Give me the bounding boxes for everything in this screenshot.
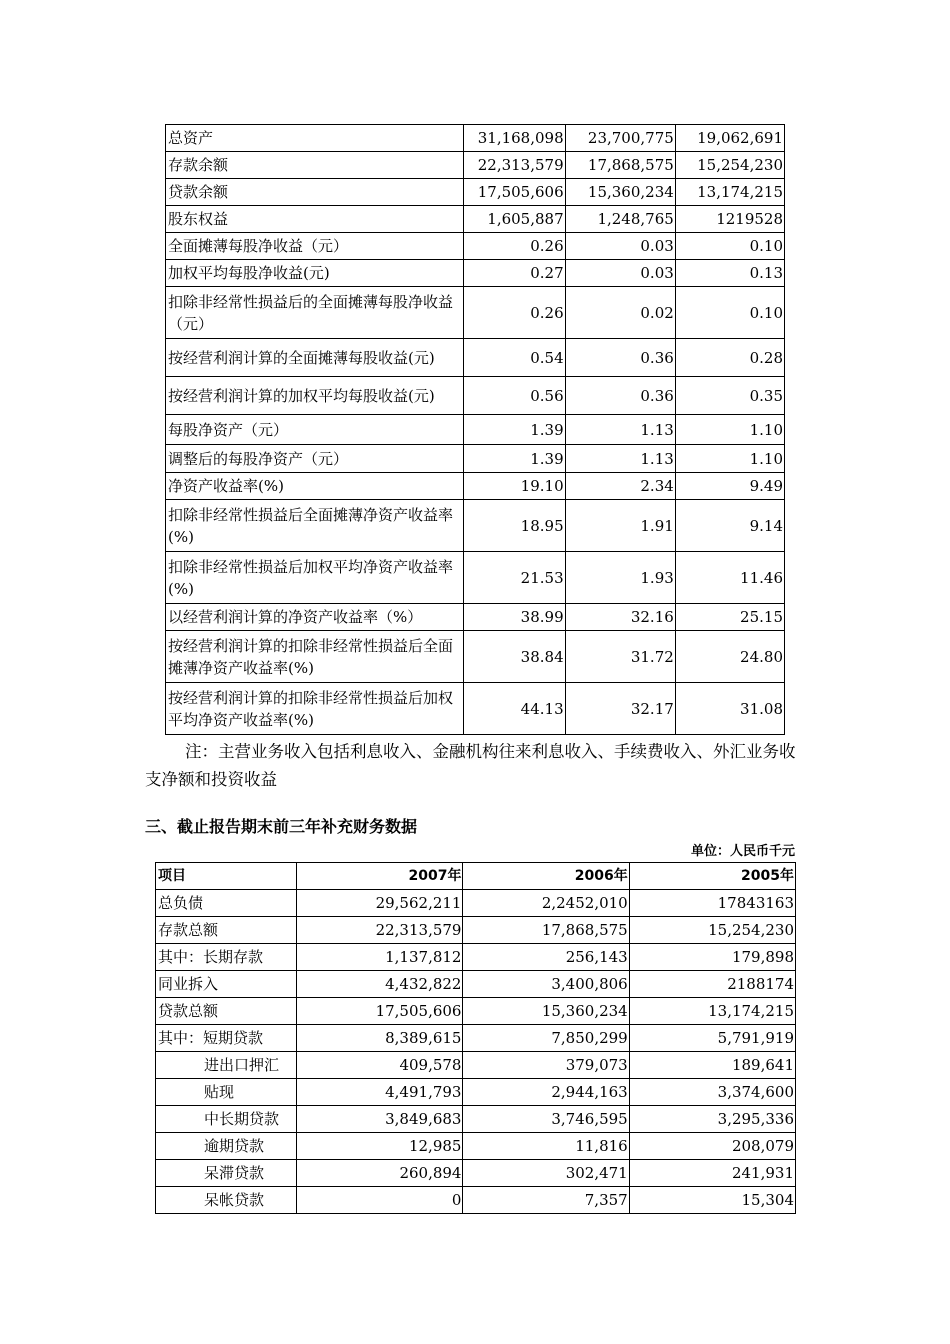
row-label: 贷款余额 (166, 179, 464, 206)
row-label: 其中：短期贷款 (156, 1025, 297, 1052)
value-2005: 1219528 (675, 206, 784, 233)
value-2007: 4,491,793 (297, 1079, 463, 1106)
value-2006: 0.36 (565, 377, 675, 415)
row-label: 加权平均每股净收益(元) (166, 260, 464, 287)
row-label: 按经营利润计算的扣除非经常性损益后加权平均净资产收益率(%) (166, 683, 464, 735)
value-2005: 24.80 (675, 631, 784, 683)
value-2006: 2,944,163 (463, 1079, 629, 1106)
value-2006: 15,360,234 (565, 179, 675, 206)
value-2007: 44.13 (464, 683, 565, 735)
value-2005: 189,641 (629, 1052, 795, 1079)
value-2006: 11,816 (463, 1133, 629, 1160)
value-2006: 32.17 (565, 683, 675, 735)
value-2006: 2.34 (565, 473, 675, 500)
row-label: 中长期贷款 (156, 1106, 297, 1133)
value-2007: 38.99 (464, 604, 565, 631)
table-row (166, 206, 785, 233)
table-row (166, 604, 785, 631)
table-row (156, 1187, 796, 1214)
supplementary-financial-body (156, 863, 796, 1214)
table-row (166, 260, 785, 287)
value-2005: 5,791,919 (629, 1025, 795, 1052)
row-label: 呆滞贷款 (156, 1160, 297, 1187)
value-2005: 25.15 (675, 604, 784, 631)
value-2006: 256,143 (463, 944, 629, 971)
value-2007: 260,894 (297, 1160, 463, 1187)
row-label: 进出口押汇 (156, 1052, 297, 1079)
value-2005: 15,254,230 (675, 152, 784, 179)
table-row (156, 917, 796, 944)
value-2007: 0.26 (464, 287, 565, 339)
value-2007: 22,313,579 (464, 152, 565, 179)
table-row (166, 125, 785, 152)
value-2005: 15,304 (629, 1187, 795, 1214)
value-2006: 7,850,299 (463, 1025, 629, 1052)
value-2005: 1.10 (675, 415, 784, 445)
row-label: 按经营利润计算的全面摊薄每股收益(元) (166, 339, 464, 377)
header-2006: 2006年 (463, 863, 629, 890)
table-row (156, 1133, 796, 1160)
value-2006: 379,073 (463, 1052, 629, 1079)
value-2005: 0.28 (675, 339, 784, 377)
value-2007: 1,605,887 (464, 206, 565, 233)
header-item: 项目 (156, 863, 297, 890)
value-2007: 31,168,098 (464, 125, 565, 152)
row-label: 按经营利润计算的扣除非经常性损益后全面摊薄净资产收益率(%) (166, 631, 464, 683)
table-header-row (156, 863, 796, 890)
table-row (156, 1052, 796, 1079)
table-row (156, 971, 796, 998)
row-label: 存款余额 (166, 152, 464, 179)
supplementary-financial-table (155, 862, 796, 1214)
value-2006: 23,700,775 (565, 125, 675, 152)
row-label: 扣除非经常性损益后的全面摊薄每股净收益（元） (166, 287, 464, 339)
value-2005: 241,931 (629, 1160, 795, 1187)
row-label: 总负债 (156, 890, 297, 917)
row-label: 净资产收益率(%) (166, 473, 464, 500)
value-2007: 3,849,683 (297, 1106, 463, 1133)
value-2006: 3,746,595 (463, 1106, 629, 1133)
row-label: 调整后的每股净资产（元） (166, 445, 464, 473)
value-2007: 0.56 (464, 377, 565, 415)
value-2006: 2,2452,010 (463, 890, 629, 917)
value-2006: 0.03 (565, 260, 675, 287)
table-row (156, 1160, 796, 1187)
value-2005: 0.10 (675, 287, 784, 339)
value-2007: 1.39 (464, 445, 565, 473)
table-row (156, 890, 796, 917)
row-label: 扣除非经常性损益后加权平均净资产收益率(%) (166, 552, 464, 604)
row-label: 股东权益 (166, 206, 464, 233)
value-2006: 0.02 (565, 287, 675, 339)
value-2005: 13,174,215 (629, 998, 795, 1025)
value-2006: 1,248,765 (565, 206, 675, 233)
table-row (156, 944, 796, 971)
value-2007: 1,137,812 (297, 944, 463, 971)
row-label: 逾期贷款 (156, 1133, 297, 1160)
table-row (166, 473, 785, 500)
value-2007: 22,313,579 (297, 917, 463, 944)
table-row (166, 552, 785, 604)
value-2006: 302,471 (463, 1160, 629, 1187)
row-label: 其中：长期存款 (156, 944, 297, 971)
value-2005: 0.13 (675, 260, 784, 287)
value-2007: 18.95 (464, 500, 565, 552)
value-2005: 2188174 (629, 971, 795, 998)
table-note: 注：主营业务收入包括利息收入、金融机构往来利息收入、手续费收入、外汇业务收支净额和投资收益 (145, 742, 796, 789)
header-2005: 2005年 (629, 863, 795, 890)
value-2007: 17,505,606 (297, 998, 463, 1025)
value-2006: 1.13 (565, 415, 675, 445)
table-row (166, 287, 785, 339)
row-label: 同业拆入 (156, 971, 297, 998)
value-2006: 0.36 (565, 339, 675, 377)
value-2006: 3,400,806 (463, 971, 629, 998)
table-row (166, 233, 785, 260)
value-2005: 9.49 (675, 473, 784, 500)
row-label: 扣除非经常性损益后全面摊薄净资产收益率(%) (166, 500, 464, 552)
value-2005: 0.35 (675, 377, 784, 415)
value-2005: 179,898 (629, 944, 795, 971)
table-row (166, 415, 785, 445)
table-row (166, 179, 785, 206)
value-2007: 1.39 (464, 415, 565, 445)
value-2005: 15,254,230 (629, 917, 795, 944)
value-2007: 12,985 (297, 1133, 463, 1160)
value-2007: 17,505,606 (464, 179, 565, 206)
financial-indicators-body (166, 125, 785, 735)
value-2006: 1.13 (565, 445, 675, 473)
row-label: 呆帐贷款 (156, 1187, 297, 1214)
value-2006: 1.93 (565, 552, 675, 604)
value-2005: 13,174,215 (675, 179, 784, 206)
value-2005: 208,079 (629, 1133, 795, 1160)
value-2005: 11.46 (675, 552, 784, 604)
value-2007: 29,562,211 (297, 890, 463, 917)
value-2007: 0.27 (464, 260, 565, 287)
table-row (166, 631, 785, 683)
value-2006: 31.72 (565, 631, 675, 683)
value-2006: 17,868,575 (463, 917, 629, 944)
value-2007: 21.53 (464, 552, 565, 604)
value-2007: 0.26 (464, 233, 565, 260)
unit-label: 单位：人民币千元 (690, 844, 795, 859)
row-label: 贷款总额 (156, 998, 297, 1025)
value-2005: 0.10 (675, 233, 784, 260)
table-row (156, 998, 796, 1025)
value-2006: 32.16 (565, 604, 675, 631)
value-2007: 0 (297, 1187, 463, 1214)
value-2007: 38.84 (464, 631, 565, 683)
row-label: 存款总额 (156, 917, 297, 944)
table-row (166, 445, 785, 473)
row-label: 按经营利润计算的加权平均每股收益(元) (166, 377, 464, 415)
value-2005: 9.14 (675, 500, 784, 552)
row-label: 贴现 (156, 1079, 297, 1106)
value-2005: 31.08 (675, 683, 784, 735)
row-label: 每股净资产（元） (166, 415, 464, 445)
value-2006: 15,360,234 (463, 998, 629, 1025)
value-2005: 1.10 (675, 445, 784, 473)
value-2006: 17,868,575 (565, 152, 675, 179)
table-row (156, 1025, 796, 1052)
value-2005: 3,295,336 (629, 1106, 795, 1133)
value-2007: 4,432,822 (297, 971, 463, 998)
section-title: 三、截止报告期末前三年补充财务数据 (145, 817, 418, 836)
table-row (156, 1106, 796, 1133)
value-2005: 19,062,691 (675, 125, 784, 152)
table-row (166, 339, 785, 377)
value-2007: 19.10 (464, 473, 565, 500)
value-2006: 0.03 (565, 233, 675, 260)
row-label: 总资产 (166, 125, 464, 152)
table-row (156, 1079, 796, 1106)
value-2007: 0.54 (464, 339, 565, 377)
table-row (166, 152, 785, 179)
value-2007: 8,389,615 (297, 1025, 463, 1052)
value-2005: 3,374,600 (629, 1079, 795, 1106)
row-label: 全面摊薄每股净收益（元） (166, 233, 464, 260)
table-row (166, 683, 785, 735)
table-row (166, 500, 785, 552)
table-row (166, 377, 785, 415)
header-2007: 2007年 (297, 863, 463, 890)
value-2006: 7,357 (463, 1187, 629, 1214)
value-2006: 1.91 (565, 500, 675, 552)
row-label: 以经营利润计算的净资产收益率（%） (166, 604, 464, 631)
value-2005: 17843163 (629, 890, 795, 917)
value-2007: 409,578 (297, 1052, 463, 1079)
financial-indicators-table (165, 124, 785, 735)
